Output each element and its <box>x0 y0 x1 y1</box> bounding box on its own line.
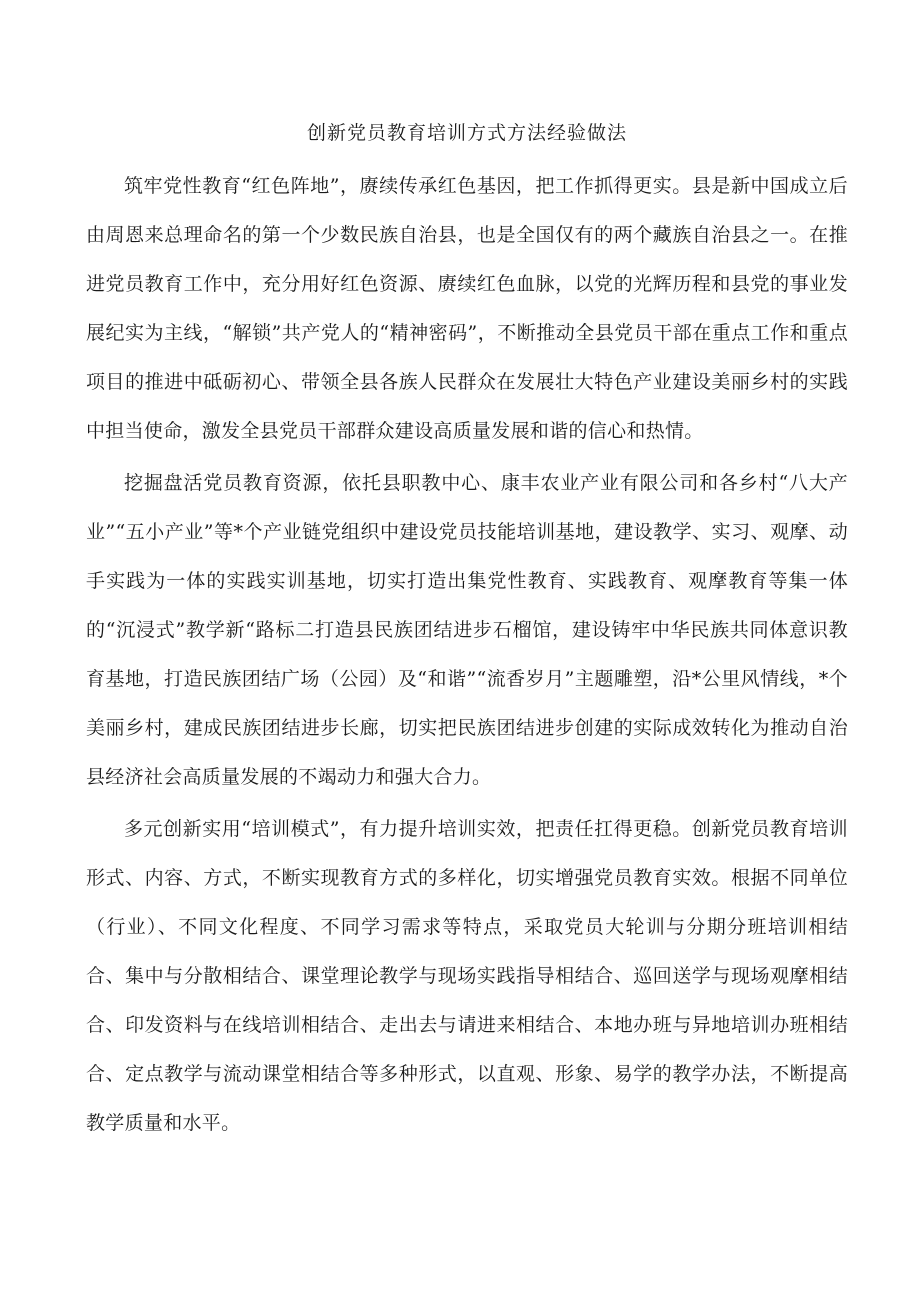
body-paragraph-2: 挖掘盘活党员教育资源，依托县职教中心、康丰农业产业有限公司和各乡村“八大产业”“五小产业”等*个产业链党组织中建设党员技能培训基地，建设教学、实习、观摩、动手实践为一体的实践实训基地，切实打造出集党性教育、实践教育、观摩教育等集一体的“沉浸式”教学新“路标二打造县民族团结进步石榴馆，建设铸牢中华民族共同体意识教育基地，打造民族团结广场（公园）及“和谐”“流香岁月”主题雕塑，沿*公里风情线，*个美丽乡村，建成民族团结进步长廊，切实把民族团结进步创建的实际成效转化为推动自治县经济社会高质量发展的不竭动力和强大合力。 <box>86 472 848 788</box>
document-page <box>86 118 848 1151</box>
body-paragraph-3: 多元创新实用“培训模式”，有力提升培训实效，把责任扛得更稳。创新党员教育培训形式、内容、方式，不断实现教育方式的多样化，切实增强党员教育实效。根据不同单位（行业）、不同文化程度、不同学习需求等特点，采取党员大轮训与分期分班培训相结合、集中与分散相结合、课堂理论教学与现场实践指导相结合、巡回送学与现场观摩相结合、印发资料与在线培训相结合、走出去与请进来相结合、本地办班与异地培训办班相结合、定点教学与流动课堂相结合等多种形式，以直观、形象、易学的教学办法，不断提高教学质量和水平。 <box>86 818 848 1134</box>
body-paragraph-1: 筑牢党性教育“红色阵地”，赓续传承红色基因，把工作抓得更实。县是新中国成立后由周恩来总理命名的第一个少数民族自治县，也是全国仅有的两个藏族自治县之一。在推进党员教育工作中，充分用好红色资源、赓续红色血脉，以党的光辉历程和县党的事业发展纪实为主线，“解锁”共产党人的“精神密码”，不断推动全县党员干部在重点工作和重点项目的推进中砥砺初心、带领全县各族人民群众在发展壮大特色产业建设美丽乡村的实践中担当使命，激发全县党员干部群众建设高质量发展和谐的信心和热情。 <box>86 175 848 442</box>
document-title: 创新党员教育培训方式方法经验做法 <box>306 122 627 144</box>
